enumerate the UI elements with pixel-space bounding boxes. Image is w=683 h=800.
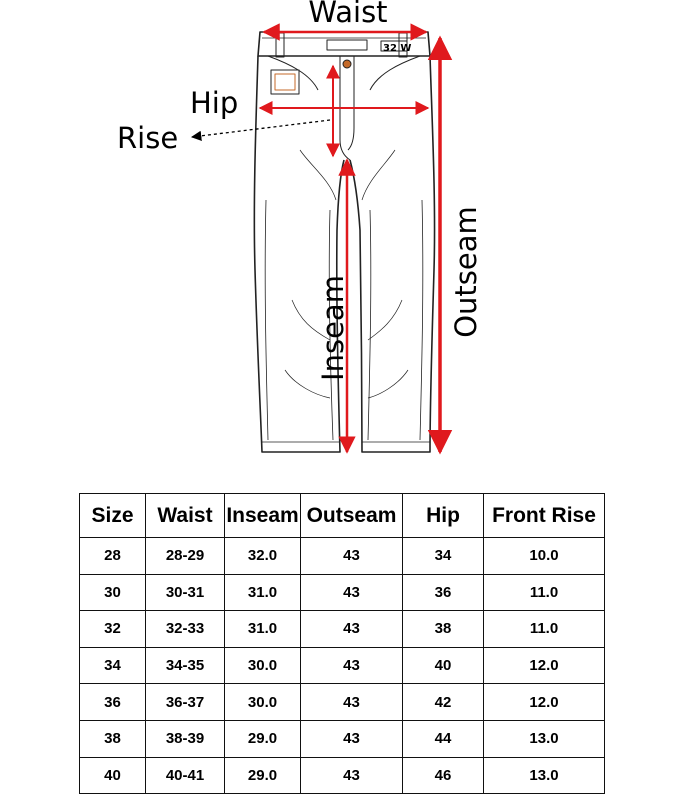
cell-hip: 34: [403, 538, 484, 575]
cell-hip: 38: [403, 611, 484, 648]
table-row: [80, 574, 605, 611]
jeans-illustration: [254, 32, 434, 452]
cell-waist: 40-41: [146, 757, 225, 794]
cell-outseam: 43: [301, 684, 403, 721]
cell-waist: 32-33: [146, 611, 225, 648]
table-header-row: [80, 494, 605, 538]
measurement-arrows: [260, 32, 440, 452]
table-row: [80, 647, 605, 684]
rise-pointer-arrow: [192, 120, 330, 137]
table-row: [80, 720, 605, 757]
cell-hip: 44: [403, 720, 484, 757]
inseam-label: Inseam: [316, 275, 350, 381]
hip-label: Hip: [190, 86, 239, 120]
table-row: [80, 611, 605, 648]
cell-inseam: 31.0: [225, 611, 301, 648]
cell-front-rise: 12.0: [484, 647, 605, 684]
cell-outseam: 43: [301, 757, 403, 794]
cell-outseam: 43: [301, 720, 403, 757]
header-hip: Hip: [403, 494, 484, 538]
table-row: [80, 538, 605, 575]
outseam-label: Outseam: [449, 206, 483, 338]
cell-hip: 40: [403, 647, 484, 684]
header-outseam: Outseam: [301, 494, 403, 538]
cell-inseam: 32.0: [225, 538, 301, 575]
cell-inseam: 31.0: [225, 574, 301, 611]
cell-size: 30: [80, 574, 146, 611]
waist-label: Waist: [308, 0, 388, 29]
cell-inseam: 29.0: [225, 757, 301, 794]
cell-inseam: 30.0: [225, 647, 301, 684]
cell-waist: 28-29: [146, 538, 225, 575]
cell-waist: 38-39: [146, 720, 225, 757]
header-inseam: Inseam: [225, 494, 301, 538]
cell-size: 32: [80, 611, 146, 648]
cell-outseam: 43: [301, 538, 403, 575]
cell-front-rise: 10.0: [484, 538, 605, 575]
rise-label: Rise: [117, 121, 179, 155]
cell-outseam: 43: [301, 574, 403, 611]
cell-inseam: 29.0: [225, 720, 301, 757]
size-chart-table: [79, 493, 605, 794]
cell-hip: 46: [403, 757, 484, 794]
cell-waist: 34-35: [146, 647, 225, 684]
cell-waist: 36-37: [146, 684, 225, 721]
cell-outseam: 43: [301, 647, 403, 684]
cell-hip: 36: [403, 574, 484, 611]
header-size: Size: [80, 494, 146, 538]
table-row: [80, 757, 605, 794]
cell-inseam: 30.0: [225, 684, 301, 721]
cell-front-rise: 13.0: [484, 757, 605, 794]
cell-front-rise: 13.0: [484, 720, 605, 757]
cell-size: 38: [80, 720, 146, 757]
size-tag-label: 32 W: [383, 43, 412, 54]
header-waist: Waist: [146, 494, 225, 538]
table-row: [80, 684, 605, 721]
cell-outseam: 43: [301, 611, 403, 648]
cell-size: 28: [80, 538, 146, 575]
cell-waist: 30-31: [146, 574, 225, 611]
cell-front-rise: 11.0: [484, 611, 605, 648]
cell-size: 40: [80, 757, 146, 794]
cell-hip: 42: [403, 684, 484, 721]
cell-size: 34: [80, 647, 146, 684]
cell-front-rise: 11.0: [484, 574, 605, 611]
header-front-rise: Front Rise: [484, 494, 605, 538]
cell-size: 36: [80, 684, 146, 721]
cell-front-rise: 12.0: [484, 684, 605, 721]
